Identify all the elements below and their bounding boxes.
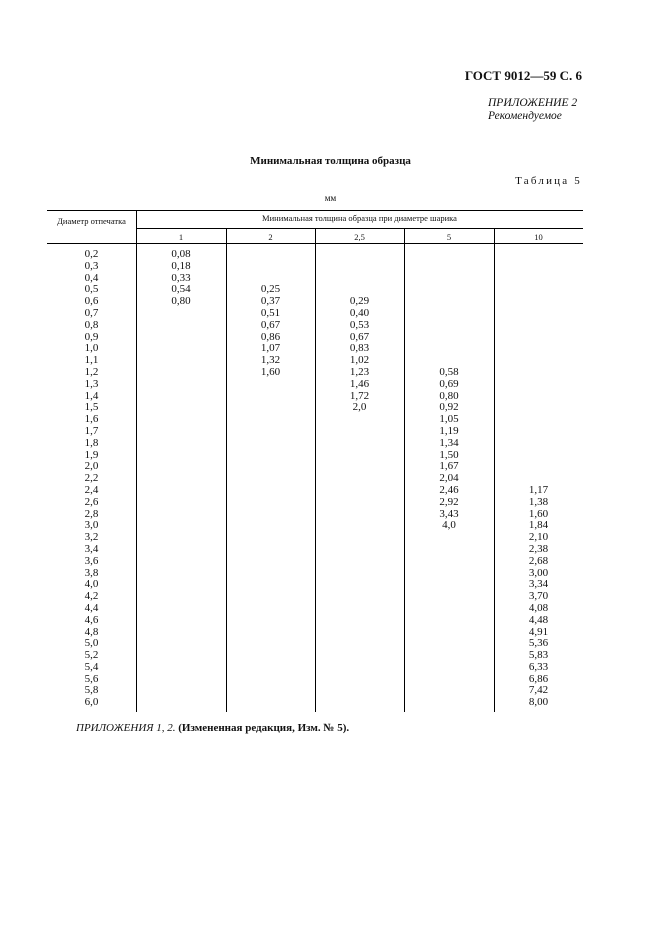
thickness-cell: 0,54 [171,283,191,296]
thickness-group-header: Минимальная толщина образца при диаметре шарика [262,213,457,223]
imprint-diameter-cell: 3,8 [84,566,99,579]
imprint-diameter-cell: 2,6 [84,495,99,508]
thickness-cell [494,391,583,403]
thickness-cell: 4,48 [528,613,549,626]
thickness-cell [494,308,583,320]
imprint-diameter-cell: 3,6 [84,554,99,567]
unit-label: мм [324,193,337,203]
annex-status: Рекомендуемое [488,110,562,122]
thickness-cell [404,249,494,261]
thickness-cell [494,414,583,426]
thickness-cell: 8,00 [528,696,549,709]
ball-diameter-header: 2,5 [354,232,365,242]
thickness-cell: 0,18 [171,259,191,272]
ball-diameter-header: 2 [268,232,273,242]
thickness-cell: 1,32 [260,354,281,367]
imprint-diameter-cell: 1,1 [84,354,99,367]
imprint-diameter-cell: 3,0 [84,519,99,532]
thickness-cell: 0,25 [260,283,281,296]
imprint-diameter-cell: 4,6 [84,613,99,626]
imprint-diameter-cell: 1,6 [84,413,99,426]
thickness-cell [494,332,583,344]
thickness-cell [494,426,583,438]
imprint-diameter-cell: 2,2 [84,472,99,485]
thickness-column-ball-2 [226,249,315,379]
thickness-cell [404,261,494,273]
thickness-cell: 1,67 [439,460,459,473]
thickness-cell: 1,60 [528,507,549,520]
thickness-cell [494,249,583,261]
imprint-diameter-cell: 5,6 [84,672,99,685]
imprint-diameter-cell: 0,3 [84,259,99,272]
thickness-column-ball-5 [404,249,494,532]
imprint-diameter-cell: 0,6 [84,295,99,308]
thickness-cell: 3,34 [528,578,549,591]
imprint-diameter-cell: 3,2 [84,531,99,544]
imprint-diameter-header: Диаметр отпечатка [57,216,126,226]
thickness-column-ball-1 [136,249,226,308]
thickness-cell: 3,00 [528,566,549,579]
thickness-cell [494,261,583,273]
thickness-cell: 1,34 [439,436,459,449]
thickness-cell [404,308,494,320]
imprint-diameter-cell: 2,0 [84,460,99,473]
thickness-cell: 0,08 [171,248,191,260]
thickness-table [47,210,583,712]
thickness-cell: 0,69 [439,377,459,390]
thickness-cell: 1,07 [260,342,281,355]
thickness-cell: 6,86 [528,672,549,685]
imprint-diameter-cell: 0,7 [84,306,99,319]
ball-diameter-header: 1 [178,232,184,242]
imprint-diameter-cell: 5,2 [84,649,99,662]
thickness-cell: 2,04 [439,472,459,485]
thickness-cell: 0,37 [260,295,281,308]
thickness-cell: 4,91 [528,625,549,638]
standard-page-header: ГОСТ 9012—59 С. 6 [464,68,582,83]
thickness-cell: 1,17 [528,483,549,496]
imprint-diameter-column [47,249,136,709]
thickness-cell [494,355,583,367]
thickness-cell: 0,67 [260,318,281,331]
thickness-cell [494,379,583,391]
thickness-cell: 0,53 [349,318,370,331]
thickness-cell: 4,0 [442,519,456,532]
thickness-cell: 0,51 [260,306,281,319]
thickness-cell: 2,92 [439,495,459,508]
section-title: Минимальная толщина образца [250,155,411,167]
thickness-cell: 4,08 [528,601,549,614]
footer-note [76,722,349,734]
imprint-diameter-cell: 5,4 [84,660,99,673]
thickness-cell: 0,58 [439,365,459,378]
thickness-cell: 0,80 [171,295,191,308]
thickness-cell [494,438,583,450]
footer-revision-note: (Измененная редакция, Изм. № 5). [178,722,350,734]
footer-annex-ref: ПРИЛОЖЕНИЯ 1, 2. [76,722,176,734]
thickness-cell: 1,23 [349,365,370,378]
annex-block [488,97,577,123]
thickness-cell: 2,0 [352,401,367,414]
thickness-cell [494,284,583,296]
imprint-diameter-cell: 3,4 [84,542,99,555]
thickness-cell: 0,83 [349,342,370,355]
table-label: Таблица 5 [515,175,582,187]
imprint-diameter-cell: 0,8 [84,318,99,331]
thickness-cell: 1,38 [528,495,549,508]
imprint-diameter-cell: 1,0 [84,342,99,355]
imprint-diameter-cell: 5,0 [84,637,99,650]
thickness-cell: 1,72 [349,389,370,402]
thickness-cell [226,249,315,261]
thickness-cell [404,332,494,344]
imprint-diameter-cell: 1,3 [84,377,99,390]
thickness-cell: 3,70 [528,590,549,603]
imprint-diameter-cell: 5,8 [84,684,99,697]
thickness-cell [404,273,494,285]
thickness-cell: 0,29 [349,295,370,308]
imprint-diameter-cell: 6,0 [84,696,99,709]
table-top-rule [47,210,583,211]
imprint-diameter-cell: 4,8 [84,625,99,638]
thickness-cell [494,320,583,332]
imprint-diameter-cell: 4,2 [84,590,99,603]
thickness-cell: 2,38 [528,542,549,555]
imprint-diameter-cell: 1,8 [84,436,99,449]
thickness-cell: 0,40 [349,306,370,319]
imprint-diameter-cell: 1,2 [84,365,99,378]
thickness-cell: 0,92 [439,401,459,414]
thickness-cell: 0,80 [439,389,459,402]
thickness-cell [404,284,494,296]
ball-diameter-header: 10 [534,232,543,242]
ball-diameter-header: 5 [446,232,452,242]
thickness-cell: 7,42 [528,684,549,697]
imprint-diameter-cell: 0,9 [84,330,99,343]
thickness-cell [404,343,494,355]
thickness-cell [494,402,583,414]
thickness-cell: 1,46 [349,377,370,390]
imprint-diameter-cell: 0,4 [84,271,99,284]
imprint-diameter-cell: 2,4 [84,483,99,496]
thickness-cell: 0,33 [171,271,191,284]
thickness-cell [494,367,583,379]
thickness-column-ball-10 [494,249,583,709]
thickness-cell: 1,02 [349,354,370,367]
thickness-cell [494,296,583,308]
imprint-diameter-cell: 1,5 [84,401,99,414]
imprint-diameter-cell: 1,9 [84,448,99,461]
thickness-cell: 1,19 [439,424,459,437]
thickness-cell [494,343,583,355]
imprint-diameter-cell: 1,4 [84,389,99,402]
thickness-cell [404,296,494,308]
thickness-cell: 1,05 [439,413,459,426]
thickness-cell [494,450,583,462]
subheader-rule [136,228,583,229]
thickness-cell [226,261,315,273]
thickness-cell [494,273,583,285]
imprint-diameter-cell: 4,0 [84,578,99,591]
thickness-cell [315,249,404,261]
annex-title: ПРИЛОЖЕНИЕ 2 [488,97,578,109]
thickness-cell: 3,43 [439,507,459,520]
thickness-cell: 6,33 [528,660,549,673]
thickness-cell [494,461,583,473]
thickness-cell: 5,36 [528,637,549,650]
thickness-cell: 1,60 [260,365,281,378]
thickness-cell: 2,46 [439,483,459,496]
imprint-diameter-cell: 0,5 [84,283,99,296]
thickness-column-ball-2-5 [315,249,404,414]
thickness-cell: 0,86 [260,330,281,343]
thickness-cell: 2,10 [528,531,549,544]
imprint-diameter-cell: 1,7 [84,424,99,437]
thickness-cell [315,273,404,285]
imprint-diameter-cell: 0,2 [84,248,99,260]
imprint-diameter-cell: 4,4 [84,601,99,614]
thickness-cell: 1,84 [528,519,549,532]
thickness-cell: 2,68 [528,554,549,567]
imprint-diameter-cell: 2,8 [84,507,99,520]
thickness-cell: 5,83 [528,649,549,662]
thickness-cell [315,261,404,273]
thickness-cell: 1,50 [439,448,459,461]
thickness-cell [404,320,494,332]
thickness-cell: 0,67 [349,330,370,343]
